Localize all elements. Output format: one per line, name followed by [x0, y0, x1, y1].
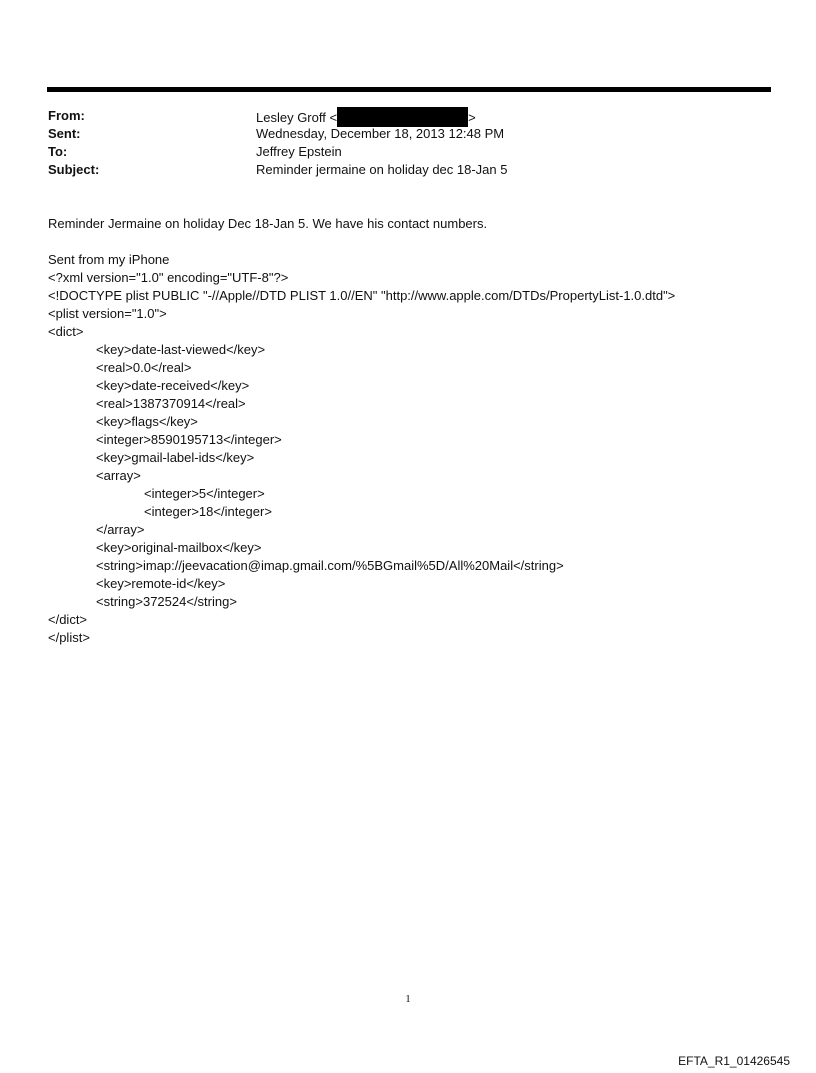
sent-value: Wednesday, December 18, 2013 12:48 PM	[256, 126, 505, 141]
plist-line: <string>imap://jeevacation@imap.gmail.com/%5BGmail%5D/All%20Mail</string>	[96, 558, 564, 573]
page-number: 1	[405, 993, 411, 1005]
plist-line: <integer>18</integer>	[144, 504, 272, 519]
header-rule	[47, 87, 771, 92]
plist-line: <dict>	[48, 324, 84, 339]
bates-number: EFTA_R1_01426545	[678, 1054, 790, 1068]
plist-line: <key>gmail-label-ids</key>	[96, 450, 255, 465]
from-value	[256, 107, 476, 127]
from-suffix: >	[468, 110, 476, 125]
to-label: To:	[48, 144, 68, 159]
signature-text: Sent from my iPhone	[48, 252, 170, 267]
plist-line: <key>date-last-viewed</key>	[96, 342, 266, 357]
plist-line: <array>	[96, 468, 141, 483]
subject-value: Reminder jermaine on holiday dec 18-Jan 5	[256, 162, 508, 177]
plist-line: <key>original-mailbox</key>	[96, 540, 262, 555]
sent-label: Sent:	[48, 126, 81, 141]
plist-line: <real>0.0</real>	[96, 360, 192, 375]
plist-line: <key>remote-id</key>	[96, 576, 226, 591]
sender-name: Lesley Groff <	[256, 110, 338, 125]
plist-line: <plist version="1.0">	[48, 306, 167, 321]
plist-line: </plist>	[48, 630, 90, 645]
subject-label: Subject:	[48, 162, 100, 177]
plist-line: <?xml version="1.0" encoding="UTF-8"?>	[48, 270, 289, 285]
plist-line: <string>372524</string>	[96, 594, 237, 609]
to-value: Jeffrey Epstein	[256, 144, 342, 159]
plist-line: <integer>5</integer>	[144, 486, 265, 501]
plist-line: <key>flags</key>	[96, 414, 198, 429]
redaction-box	[337, 107, 468, 127]
plist-line: </array>	[96, 522, 145, 537]
message-text: Reminder Jermaine on holiday Dec 18-Jan 5. We have his contact numbers.	[48, 216, 488, 231]
plist-line: <integer>8590195713</integer>	[96, 432, 282, 447]
plist-line: <!DOCTYPE plist PUBLIC "-//Apple//DTD PLIST 1.0//EN" "http://www.apple.com/DTDs/PropertyList-1.0.dtd">	[48, 288, 676, 303]
from-label: From:	[48, 108, 85, 123]
plist-line: <key>date-received</key>	[96, 378, 250, 393]
plist-line: <real>1387370914</real>	[96, 396, 246, 411]
plist-line: </dict>	[48, 612, 88, 627]
